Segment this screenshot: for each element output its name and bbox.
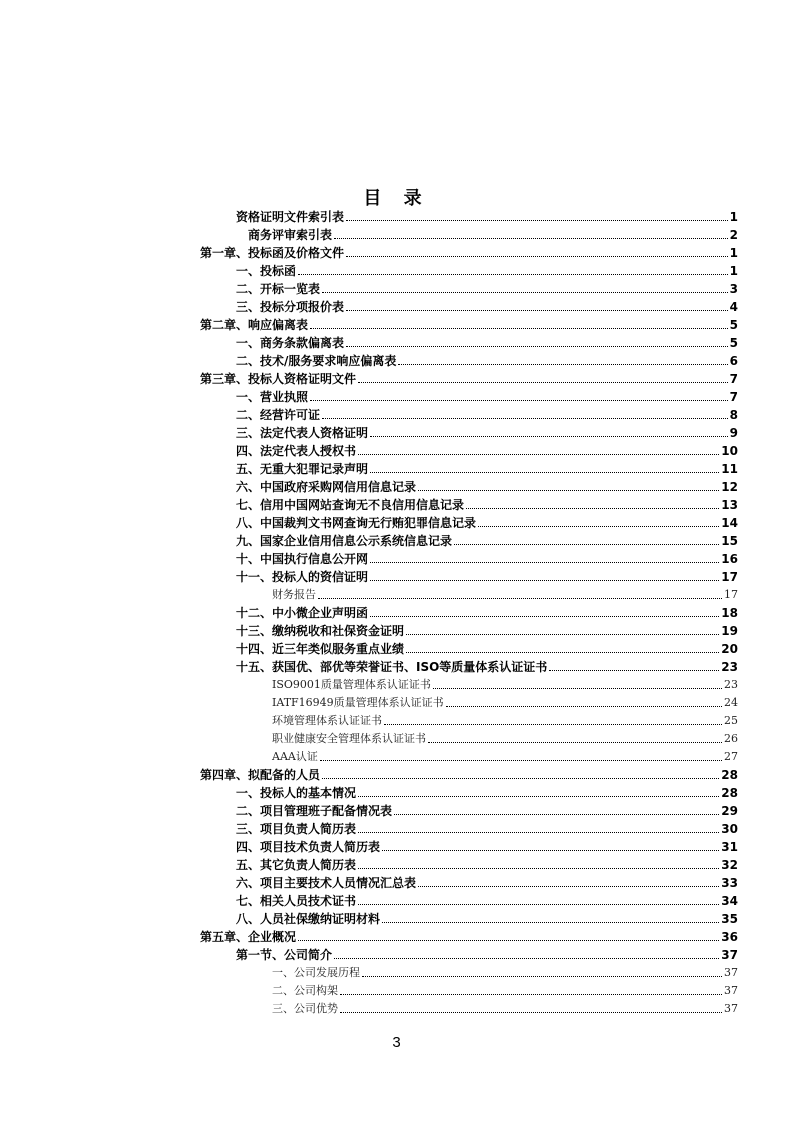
toc-entry-page: 35 — [721, 912, 738, 926]
toc-entry-page: 1 — [729, 264, 738, 278]
toc-entry[interactable] — [236, 602, 738, 620]
toc-entry-page: 36 — [721, 930, 738, 944]
dot-leader — [346, 256, 728, 257]
dot-leader — [433, 688, 722, 689]
dot-leader — [358, 904, 719, 905]
toc-entry[interactable] — [236, 638, 738, 656]
toc-entry-label: 一、投标函 — [236, 264, 297, 278]
dot-leader — [358, 868, 719, 869]
toc-entry[interactable] — [272, 998, 738, 1016]
toc-entry-label: 一、商务条款偏离表 — [236, 336, 345, 350]
toc-entry-page: 18 — [721, 606, 738, 620]
toc-entry-page: 33 — [721, 876, 738, 890]
toc-entry-label: IATF16949质量管理体系认证证书 — [272, 696, 444, 709]
toc-entry[interactable] — [236, 836, 738, 854]
dot-leader — [428, 742, 722, 743]
toc-entry-label: 八、人员社保缴纳证明材料 — [236, 912, 381, 926]
dot-leader — [382, 850, 719, 851]
toc-entry[interactable] — [236, 566, 738, 584]
toc-entry[interactable] — [200, 242, 738, 260]
toc-entry-label: 五、其它负责人简历表 — [236, 858, 357, 872]
dot-leader — [322, 778, 719, 779]
dot-leader — [358, 382, 728, 383]
dot-leader — [382, 922, 719, 923]
toc-entry[interactable] — [236, 656, 738, 674]
dot-leader — [446, 706, 722, 707]
dot-leader — [406, 634, 719, 635]
toc-entry[interactable] — [236, 422, 738, 440]
toc-entry[interactable] — [200, 314, 738, 332]
toc-entry[interactable] — [236, 890, 738, 908]
toc-entry-page: 3 — [729, 282, 738, 296]
toc-entry-label: 二、开标一览表 — [236, 282, 321, 296]
toc-entry-label: 第三章、投标人资格证明文件 — [200, 372, 357, 386]
toc-entry[interactable] — [236, 512, 738, 530]
toc-entry[interactable] — [236, 476, 738, 494]
toc-entry-page: 5 — [729, 318, 738, 332]
toc-entry-page: 5 — [729, 336, 738, 350]
dot-leader — [358, 796, 719, 797]
toc-entry[interactable] — [248, 224, 738, 242]
toc-entry-page: 25 — [724, 714, 738, 727]
toc-entry-page: 20 — [721, 642, 738, 656]
toc-entry-label: 三、投标分项报价表 — [236, 300, 345, 314]
toc-entry[interactable] — [200, 926, 738, 944]
toc-entry[interactable] — [236, 854, 738, 872]
toc-entry-page: 37 — [724, 966, 738, 979]
toc-entry[interactable] — [272, 980, 738, 998]
page-number: 3 — [392, 1034, 401, 1051]
toc-entry-label: AAA认证 — [272, 750, 318, 763]
toc-entry-page: 1 — [729, 210, 738, 224]
toc-entry-page: 11 — [721, 462, 738, 476]
dot-leader — [370, 562, 719, 563]
toc-entry[interactable] — [272, 746, 738, 764]
toc-entry-label: 九、国家企业信用信息公示系统信息记录 — [236, 534, 453, 548]
toc-entry-label: 财务报告 — [272, 588, 316, 601]
toc-entry[interactable] — [272, 728, 738, 746]
toc-entry-label: 七、相关人员技术证书 — [236, 894, 357, 908]
toc-entry-page: 17 — [724, 588, 738, 601]
toc-entry[interactable] — [236, 440, 738, 458]
toc-entry-page: 12 — [721, 480, 738, 494]
toc-entry[interactable] — [236, 458, 738, 476]
toc-entry-page: 32 — [721, 858, 738, 872]
toc-entry-page: 9 — [729, 426, 738, 440]
toc-entry[interactable] — [200, 764, 738, 782]
toc-entry-page: 34 — [721, 894, 738, 908]
dot-leader — [358, 832, 719, 833]
toc-entry-label: 十三、缴纳税收和社保资金证明 — [236, 624, 405, 638]
toc-title: 目 录 — [363, 188, 430, 209]
dot-leader — [398, 364, 727, 365]
toc-entry-page: 29 — [721, 804, 738, 818]
dot-leader — [346, 346, 728, 347]
dot-leader — [340, 1012, 722, 1013]
dot-leader — [418, 490, 719, 491]
toc-entry-label: 三、公司优势 — [272, 1002, 338, 1015]
dot-leader — [362, 976, 722, 977]
dot-leader — [310, 400, 728, 401]
toc-entry[interactable] — [272, 584, 738, 602]
dot-leader — [298, 274, 728, 275]
toc-entry-label: 十五、获国优、部优等荣誉证书、ISO等质量体系认证证书 — [236, 660, 548, 674]
toc-entry[interactable] — [272, 710, 738, 728]
toc-entry-page: 23 — [721, 660, 738, 674]
toc-entry-label: 三、法定代表人资格证明 — [236, 426, 369, 440]
dot-leader — [406, 652, 719, 653]
dot-leader — [322, 418, 728, 419]
toc-entry[interactable] — [236, 872, 738, 890]
toc-entry[interactable] — [236, 944, 738, 962]
toc-entry[interactable] — [236, 620, 738, 638]
toc-entry-page: 16 — [721, 552, 738, 566]
toc-entry-label: 商务评审索引表 — [248, 228, 333, 242]
dot-leader — [370, 472, 719, 473]
dot-leader — [466, 508, 719, 509]
toc-entry-page: 6 — [729, 354, 738, 368]
toc-entry[interactable] — [236, 404, 738, 422]
dot-leader — [334, 958, 719, 959]
toc-entry-label: 二、技术/服务要求响应偏离表 — [236, 354, 397, 368]
toc-entry[interactable] — [272, 674, 738, 692]
toc-entry-label: 六、中国政府采购网信用信息记录 — [236, 480, 417, 494]
dot-leader — [384, 724, 722, 725]
toc-entry[interactable] — [236, 548, 738, 566]
toc-entry[interactable] — [236, 260, 738, 278]
toc-entry[interactable] — [236, 350, 738, 368]
toc-entry-page: 28 — [721, 786, 738, 800]
toc-entry-page: 19 — [721, 624, 738, 638]
dot-leader — [318, 598, 722, 599]
toc-entry[interactable] — [236, 800, 738, 818]
toc-entry[interactable] — [200, 368, 738, 386]
toc-entry-page: 13 — [721, 498, 738, 512]
toc-entry-page: 37 — [724, 984, 738, 997]
dot-leader — [394, 814, 719, 815]
toc-entry-label: 十、中国执行信息公开网 — [236, 552, 369, 566]
toc-entry-page: 2 — [729, 228, 738, 242]
toc-entry-page: 27 — [724, 750, 738, 763]
toc-entry[interactable] — [236, 782, 738, 800]
toc-entry-page: 26 — [724, 732, 738, 745]
dot-leader — [334, 238, 728, 239]
toc-entry-label: 一、投标人的基本情况 — [236, 786, 357, 800]
toc-entry-page: 30 — [721, 822, 738, 836]
toc-entry-label: 环境管理体系认证证书 — [272, 714, 382, 727]
dot-leader — [310, 328, 728, 329]
toc-entry-label: 第五章、企业概况 — [200, 930, 297, 944]
toc-entry-label: 十四、近三年类似服务重点业绩 — [236, 642, 405, 656]
toc-entry-label: 二、经营许可证 — [236, 408, 321, 422]
dot-leader — [320, 760, 722, 761]
toc-entry-label: 第一章、投标函及价格文件 — [200, 246, 345, 260]
toc-entry-label: 二、公司构架 — [272, 984, 338, 997]
toc-entry[interactable] — [236, 278, 738, 296]
dot-leader — [549, 670, 719, 671]
toc-entry-label: 八、中国裁判文书网查询无行贿犯罪信息记录 — [236, 516, 477, 530]
toc-entry[interactable] — [272, 962, 738, 980]
toc-entry-page: 14 — [721, 516, 738, 530]
toc-entry-label: 第一节、公司简介 — [236, 948, 333, 962]
toc-entry-label: 职业健康安全管理体系认证证书 — [272, 732, 426, 745]
dot-leader — [478, 526, 719, 527]
dot-leader — [346, 220, 728, 221]
toc-entry-label: 四、法定代表人授权书 — [236, 444, 357, 458]
toc-entry-page: 31 — [721, 840, 738, 854]
toc-entry-page: 4 — [729, 300, 738, 314]
toc-entry-label: 三、项目负责人简历表 — [236, 822, 357, 836]
toc-entry-page: 37 — [724, 1002, 738, 1015]
dot-leader — [370, 436, 728, 437]
toc-entry-label: 一、公司发展历程 — [272, 966, 360, 979]
toc-entry-page: 8 — [729, 408, 738, 422]
toc-entry-page: 1 — [729, 246, 738, 260]
toc-entry-label: 六、项目主要技术人员情况汇总表 — [236, 876, 417, 890]
toc-entry-page: 17 — [721, 570, 738, 584]
toc-entry[interactable] — [272, 692, 738, 710]
dot-leader — [346, 310, 728, 311]
toc-entry-page: 7 — [729, 390, 738, 404]
toc-entry[interactable] — [236, 494, 738, 512]
dot-leader — [298, 940, 719, 941]
dot-leader — [370, 616, 719, 617]
toc-entry-label: 一、营业执照 — [236, 390, 309, 404]
toc-entry[interactable] — [236, 908, 738, 926]
toc-entry-label: 第四章、拟配备的人员 — [200, 768, 321, 782]
toc-entry[interactable] — [236, 332, 738, 350]
toc-entry[interactable] — [236, 206, 738, 224]
toc-entry[interactable] — [236, 818, 738, 836]
toc-entry-page: 23 — [724, 678, 738, 691]
toc-entry-label: ISO9001质量管理体系认证证书 — [272, 678, 431, 691]
toc-entry-page: 24 — [724, 696, 738, 709]
toc-entry-label: 资格证明文件索引表 — [236, 210, 345, 224]
toc-entry-label: 二、项目管理班子配备情况表 — [236, 804, 393, 818]
toc-entry-label: 七、信用中国网站查询无不良信用信息记录 — [236, 498, 465, 512]
dot-leader — [454, 544, 719, 545]
toc-entry[interactable] — [236, 296, 738, 314]
toc-entry-page: 28 — [721, 768, 738, 782]
toc-entry-page: 10 — [721, 444, 738, 458]
toc-entry[interactable] — [236, 386, 738, 404]
toc-entry-label: 四、项目技术负责人简历表 — [236, 840, 381, 854]
toc-entry-label: 第二章、响应偏离表 — [200, 318, 309, 332]
dot-leader — [322, 292, 728, 293]
toc-entry-page: 7 — [729, 372, 738, 386]
toc-entry-label: 十一、投标人的资信证明 — [236, 570, 369, 584]
toc-entry-page: 37 — [721, 948, 738, 962]
toc-entry-page: 15 — [721, 534, 738, 548]
dot-leader — [340, 994, 722, 995]
dot-leader — [370, 580, 719, 581]
dot-leader — [358, 454, 719, 455]
toc-entry-label: 十二、中小微企业声明函 — [236, 606, 369, 620]
dot-leader — [418, 886, 719, 887]
toc-entry-label: 五、无重大犯罪记录声明 — [236, 462, 369, 476]
toc-entry[interactable] — [236, 530, 738, 548]
